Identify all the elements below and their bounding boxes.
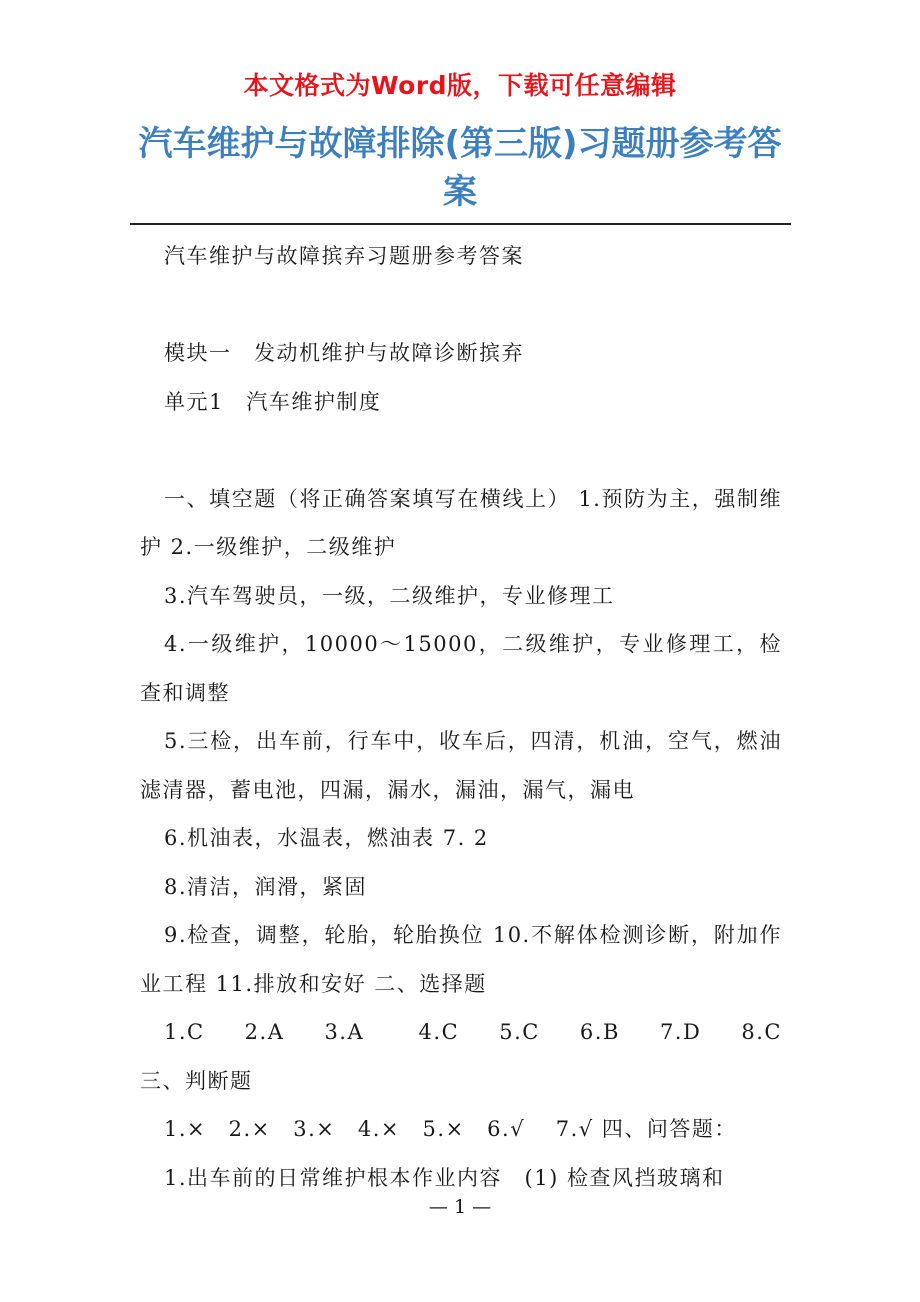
paragraph: 一、填空题（将正确答案填写在横线上） 1.预防为主，强制维护 2.一级维护，二级维护	[140, 486, 782, 559]
paragraph: 1.× 2.× 3.× 4.× 5.× 6.√ 7.√ 四、问答题：	[164, 1117, 737, 1141]
page-number: — 1 —	[428, 1196, 492, 1218]
document-title: 汽车维护与故障排除(第三版)习题册参考答案	[138, 124, 782, 212]
paragraph: 1.C 2.A 3.A 4.C 5.C 6.B 7.D 8.C 三、判断题	[140, 1020, 805, 1093]
paragraph: 8.清洁，润滑，紧固	[164, 874, 368, 899]
paragraph: 3.汽车驾驶员，一级，二级维护，专业修理工	[164, 583, 615, 608]
document-body	[140, 232, 805, 1202]
paragraph: 1.出车前的日常维护根本作业内容 (1) 检查风挡玻璃和	[164, 1165, 725, 1190]
subtitle-line: 汽车维护与故障摈弃习题册参考答案	[164, 244, 524, 268]
title-divider	[130, 223, 791, 225]
blank-line	[140, 426, 782, 475]
blank-line	[140, 281, 782, 330]
paragraph: 4.一级维护，10000～15000，二级维护，专业修理工，检查和调整	[140, 632, 782, 705]
paragraph: 5.三检，出车前，行车中，收车后，四清，机油，空气，燃油滤清器，蓄电池，四漏，漏水，漏油，漏气，漏电	[140, 729, 782, 802]
unit-heading: 单元1 汽车维护制度	[164, 389, 382, 414]
paragraph: 6.机油表，水温表，燃油表 7. 2	[164, 826, 489, 850]
paragraph: 9.检查，调整，轮胎，轮胎换位 10.不解体检测诊断，附加作业工程 11.排放和安好 二、选择题	[140, 923, 782, 996]
module-heading: 模块一 发动机维护与故障诊断摈弃	[164, 341, 524, 365]
format-banner: 本文格式为Word版，下载可任意编辑	[243, 71, 677, 100]
